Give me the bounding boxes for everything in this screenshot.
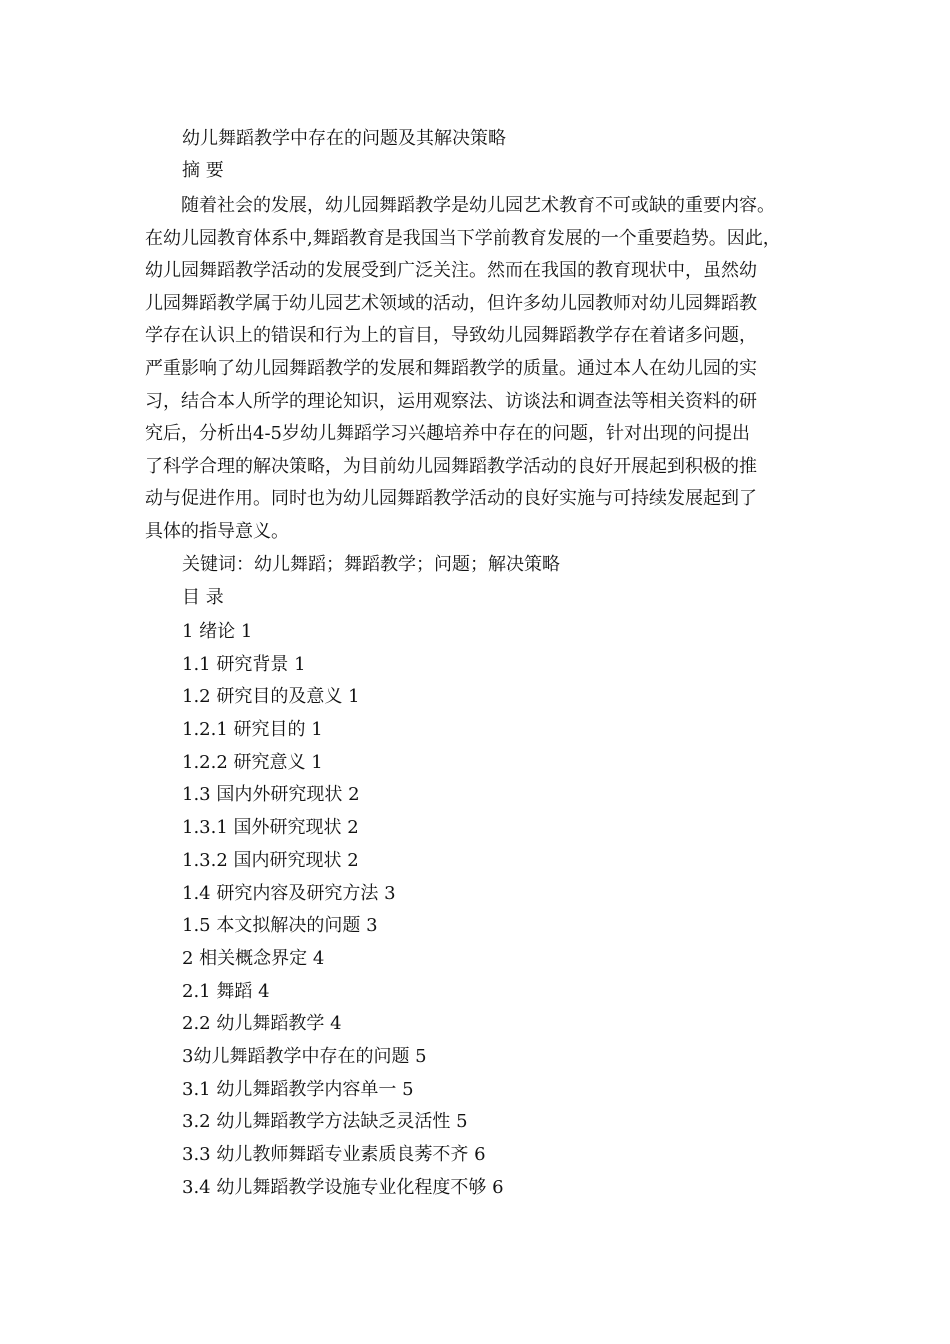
abstract-line: 随着社会的发展，幼儿园舞蹈教学是幼儿园艺术教育不可或缺的重要内容。 <box>145 195 775 216</box>
toc-item: 1.2 研究目的及意义 1 <box>182 686 360 708</box>
abstract-line: 幼儿园舞蹈教学活动的发展受到广泛关注。然而在我国的教育现状中，虽然幼 <box>145 260 757 282</box>
abstract-line: 了科学合理的解决策略，为目前幼儿园舞蹈教学活动的良好开展起到积极的推 <box>145 455 757 477</box>
toc-item: 2 相关概念界定 4 <box>182 947 325 969</box>
abstract-line: 究后，分析出4-5岁幼儿舞蹈学习兴趣培养中存在的问题，针对出现的问提出 <box>145 423 750 445</box>
abstract-line: 具体的指导意义。 <box>145 520 289 542</box>
toc-item: 1.4 研究内容及研究方法 3 <box>182 882 396 904</box>
toc-item: 1.2.1 研究目的 1 <box>182 719 323 741</box>
abstract-heading: 摘 要 <box>182 160 224 181</box>
abstract-body <box>145 190 810 549</box>
abstract-line: 习，结合本人所学的理论知识，运用观察法、访谈法和调查法等相关资料的研 <box>145 390 757 412</box>
toc-item: 1.3 国内外研究现状 2 <box>182 784 360 806</box>
toc-item: 1.2.2 研究意义 1 <box>182 751 323 773</box>
toc-item: 1 绪论 1 <box>182 621 253 642</box>
toc-item: 3.2 幼儿舞蹈教学方法缺乏灵活性 5 <box>182 1111 468 1133</box>
toc-item: 1.3.2 国内研究现状 2 <box>182 849 359 871</box>
toc-item: 2.1 舞蹈 4 <box>182 980 270 1002</box>
toc-item: 3.3 幼儿教师舞蹈专业素质良莠不齐 6 <box>182 1144 486 1165</box>
abstract-line: 学存在认识上的错误和行为上的盲目，导致幼儿园舞蹈教学存在着诸多问题， <box>145 325 757 347</box>
toc-item: 2.2 幼儿舞蹈教学 4 <box>182 1013 342 1035</box>
keywords: 关键词：幼儿舞蹈；舞蹈教学；问题；解决策略 <box>182 554 560 575</box>
table-of-contents <box>182 616 504 1204</box>
toc-item: 1.1 研究背景 1 <box>182 653 306 675</box>
toc-item: 1.3.1 国外研究现状 2 <box>182 817 359 839</box>
toc-heading: 目 录 <box>182 587 224 608</box>
toc-item: 3.4 幼儿舞蹈教学设施专业化程度不够 6 <box>182 1176 504 1198</box>
abstract-line: 在幼儿园教育体系中,舞蹈教育是我国当下学前教育发展的一个重要趋势。因此， <box>145 227 781 249</box>
abstract-line: 儿园舞蹈教学属于幼儿园艺术领域的活动，但许多幼儿园教师对幼儿园舞蹈教 <box>145 292 757 314</box>
abstract-line: 严重影响了幼儿园舞蹈教学的发展和舞蹈教学的质量。通过本人在幼儿园的实 <box>145 357 757 379</box>
toc-item: 3.1 幼儿舞蹈教学内容单一 5 <box>182 1078 414 1100</box>
document-title: 幼儿舞蹈教学中存在的问题及其解决策略 <box>182 128 506 149</box>
toc-item: 1.5 本文拟解决的问题 3 <box>182 915 378 937</box>
abstract-line: 动与促进作用。同时也为幼儿园舞蹈教学活动的良好实施与可持续发展起到了 <box>145 488 757 510</box>
toc-item: 3幼儿舞蹈教学中存在的问题 5 <box>182 1045 427 1067</box>
